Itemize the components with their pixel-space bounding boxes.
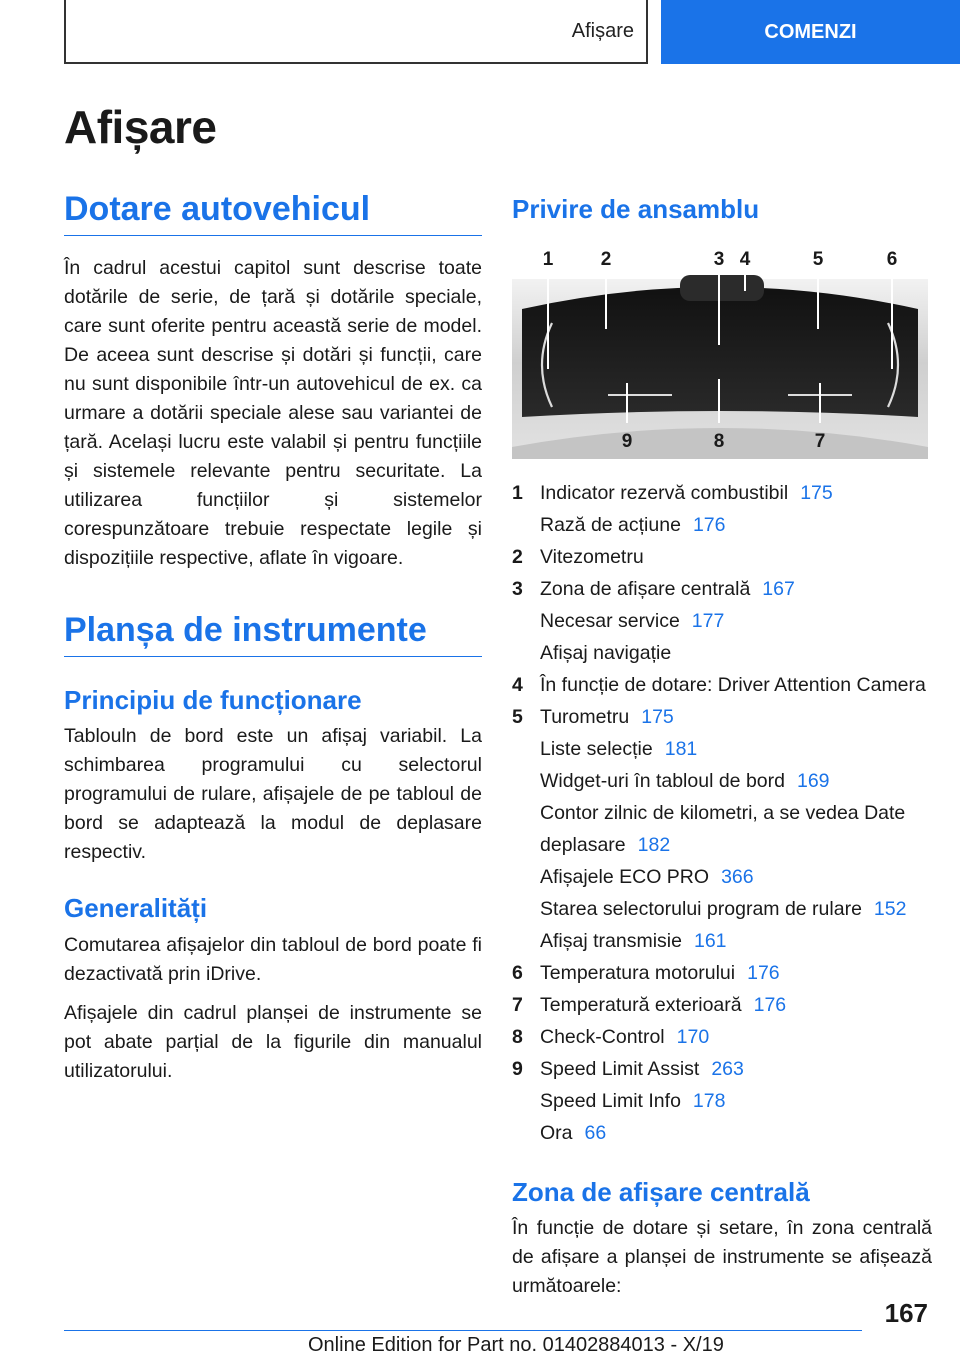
item-list <box>512 477 932 1149</box>
footer-divider <box>64 1330 862 1331</box>
heading-principle: Principiu de funcționare <box>64 685 362 716</box>
list-item-text <box>540 509 932 541</box>
list-item <box>512 637 932 669</box>
page-reference-link[interactable]: 169 <box>796 770 830 793</box>
list-item-label: Indicator rezervă combustibil <box>540 482 789 505</box>
list-item-number <box>512 637 540 669</box>
page-title: Afișare <box>64 101 217 153</box>
page-reference-link[interactable]: 66 <box>584 1122 607 1145</box>
heading-overview: Privire de ansamblu <box>512 194 760 224</box>
page-reference-link[interactable]: 167 <box>762 578 795 601</box>
list-item-number: 2 <box>512 546 523 569</box>
heading-central-area: Zona de afișare centrală <box>512 1177 810 1208</box>
header-section-title: Afișare <box>571 19 634 42</box>
page-reference-link[interactable]: 263 <box>711 1058 744 1081</box>
list-item <box>512 957 932 989</box>
list-item-label: În funcție de dotare: Driver Attention Camera <box>540 674 926 697</box>
list-item-label: Afișajele ECO PRO <box>540 866 710 889</box>
page-reference-link[interactable]: 176 <box>692 514 726 537</box>
list-item-text <box>540 541 932 573</box>
list-item-text <box>540 477 932 509</box>
paragraph-equipment: În cadrul acestui capitol sunt descrise toate dotările de serie, de țară și dotările speciale, care sunt oferite pentru această serie de model. De aceea sunt descrise și dotări și funcții, care nu sunt disponibile într-un autovehicul de ex. ca urmare a dotării speciale alese sau variantei de țară. Același lucru este valabil și pentru funcțiile și sistemele relevante pentru securitate. La utilizarea funcțiilor și sistemelor corespunzătoare trebuie respectate legile și dispozițiile respective, aflate în vigoare. <box>64 257 482 570</box>
list-item-label: Afișaj navigație <box>540 642 672 665</box>
instrument-cluster-figure <box>512 249 928 459</box>
left-column <box>64 190 482 1086</box>
paragraph-central-area: În funcție de dotare și setare, în zona centrală de afișare a planșei de instrumente se afișează următoarele: <box>512 1217 932 1298</box>
figure-callout-label: 2 <box>600 249 612 271</box>
list-item-number: 9 <box>512 1058 523 1081</box>
header-section-box <box>64 0 648 64</box>
list-item-text <box>540 989 932 1021</box>
paragraph-general-2: Afișajele din cadrul planșei de instrumente se pot abate parțial de la figurile din manualul utilizatorului. <box>64 1001 482 1082</box>
list-item-number <box>512 797 540 861</box>
page-number: 167 <box>884 1298 928 1328</box>
list-item-number <box>512 765 540 797</box>
list-item-number: 4 <box>512 674 523 697</box>
list-item-number <box>512 893 540 925</box>
list-item <box>512 605 932 637</box>
list-item <box>512 733 932 765</box>
driver-camera-housing <box>680 275 764 301</box>
list-item-label: Speed Limit Assist <box>540 1058 700 1081</box>
header-chapter-tab[interactable] <box>661 0 960 64</box>
paragraph-principle: Tablouln de bord este un afișaj variabil. La schimbarea programului cu selectorul programului de rulare, afișajele de pe tabloul de bord se adaptează la modul de deplasare respectiv. <box>64 725 482 864</box>
list-item-label: Starea selectorului program de rulare <box>540 898 862 921</box>
figure-callout-label: 3 <box>713 249 725 271</box>
list-item-text <box>540 733 932 765</box>
page-reference-link[interactable]: 177 <box>691 610 725 633</box>
page-reference-link[interactable]: 178 <box>692 1090 726 1113</box>
list-item-text <box>540 797 932 861</box>
heading-general: Generalități <box>64 893 208 924</box>
list-item-text <box>540 893 932 925</box>
figure-callout-label: 7 <box>814 431 826 453</box>
list-item-text <box>540 1117 932 1149</box>
page-reference-link[interactable]: 176 <box>747 962 780 985</box>
header-chapter-label: COMENZI <box>764 20 857 43</box>
list-item-number <box>512 925 540 957</box>
page-reference-link[interactable]: 175 <box>800 482 833 505</box>
list-item-text <box>540 605 932 637</box>
page-reference-link[interactable]: 170 <box>676 1026 710 1049</box>
list-item-number <box>512 509 540 541</box>
list-item <box>512 573 932 605</box>
list-item-number: 7 <box>512 994 523 1017</box>
list-item <box>512 1053 932 1085</box>
list-item <box>512 797 932 861</box>
list-item-text <box>540 1053 932 1085</box>
list-item <box>512 1085 932 1117</box>
list-item-label: Check-Control <box>540 1026 665 1049</box>
list-item-text <box>540 573 932 605</box>
figure-callout-label: 6 <box>886 249 898 271</box>
list-item <box>512 893 932 925</box>
list-item-label: Vitezometru <box>540 546 644 569</box>
list-item-label: Contor zilnic de kilometri, a se vedea Date deplasare <box>540 802 906 857</box>
list-item-label: Ora <box>540 1122 573 1145</box>
list-item-text <box>540 637 932 669</box>
list-item-label: Rază de acțiune <box>540 514 681 537</box>
list-item <box>512 765 932 797</box>
list-item-label: Turometru <box>540 706 630 729</box>
list-item-text <box>540 669 932 701</box>
figure-callout-label: 8 <box>713 431 725 453</box>
list-item-text <box>540 861 932 893</box>
right-column <box>512 190 932 1301</box>
list-item <box>512 1021 932 1053</box>
list-item <box>512 669 932 701</box>
list-item <box>512 509 932 541</box>
list-item-label: Temperatura motorului <box>540 962 736 985</box>
list-item <box>512 861 932 893</box>
figure-callout-label: 4 <box>739 249 751 271</box>
list-item-number <box>512 1117 540 1149</box>
list-item-text <box>540 1021 932 1053</box>
list-item-text <box>540 925 932 957</box>
list-item-text <box>540 1085 932 1117</box>
page-reference-link[interactable]: 161 <box>693 930 727 953</box>
heading-equipment: Dotare autovehicul <box>64 190 482 236</box>
list-item <box>512 1117 932 1149</box>
list-item-number: 5 <box>512 706 523 729</box>
paragraph-general-1: Comutarea afișajelor din tabloul de bord poate fi dezactivată prin iDrive. <box>64 933 482 985</box>
heading-instrument-panel: Planșa de instrumente <box>64 611 482 657</box>
list-item <box>512 989 932 1021</box>
figure-callout-label: 9 <box>621 431 633 453</box>
list-item <box>512 541 932 573</box>
list-item-label: Necesar service <box>540 610 680 633</box>
list-item-label: Liste selecție <box>540 738 653 761</box>
list-item-number <box>512 861 540 893</box>
list-item-number: 1 <box>512 482 523 505</box>
list-item-text <box>540 957 932 989</box>
figure-callout-label: 5 <box>812 249 824 271</box>
list-item-label: Speed Limit Info <box>540 1090 681 1113</box>
list-item-label: Afișaj transmisie <box>540 930 682 953</box>
page-reference-link[interactable]: 182 <box>637 834 671 857</box>
figure-callout-label: 1 <box>542 249 554 271</box>
page-reference-link[interactable]: 181 <box>664 738 698 761</box>
list-item-text <box>540 701 932 733</box>
page-reference-link[interactable]: 152 <box>873 898 907 921</box>
list-item-number <box>512 605 540 637</box>
list-item-label: Zona de afișare centrală <box>540 578 751 601</box>
list-item-text <box>540 765 932 797</box>
list-item <box>512 925 932 957</box>
list-item-number <box>512 733 540 765</box>
list-item-number: 3 <box>512 578 523 601</box>
page-reference-link[interactable]: 176 <box>753 994 787 1017</box>
list-item <box>512 701 932 733</box>
footer-edition: Online Edition for Part no. 01402884013 - X/19 <box>308 1334 724 1356</box>
list-item-label: Temperatură exterioară <box>540 994 742 1017</box>
list-item-number <box>512 1085 540 1117</box>
page-reference-link[interactable]: 366 <box>721 866 754 889</box>
list-item <box>512 477 932 509</box>
list-item-number: 6 <box>512 962 523 985</box>
list-item-label: Widget-uri în tabloul de bord <box>540 770 785 793</box>
list-item-number: 8 <box>512 1026 523 1049</box>
page-reference-link[interactable]: 175 <box>641 706 674 729</box>
